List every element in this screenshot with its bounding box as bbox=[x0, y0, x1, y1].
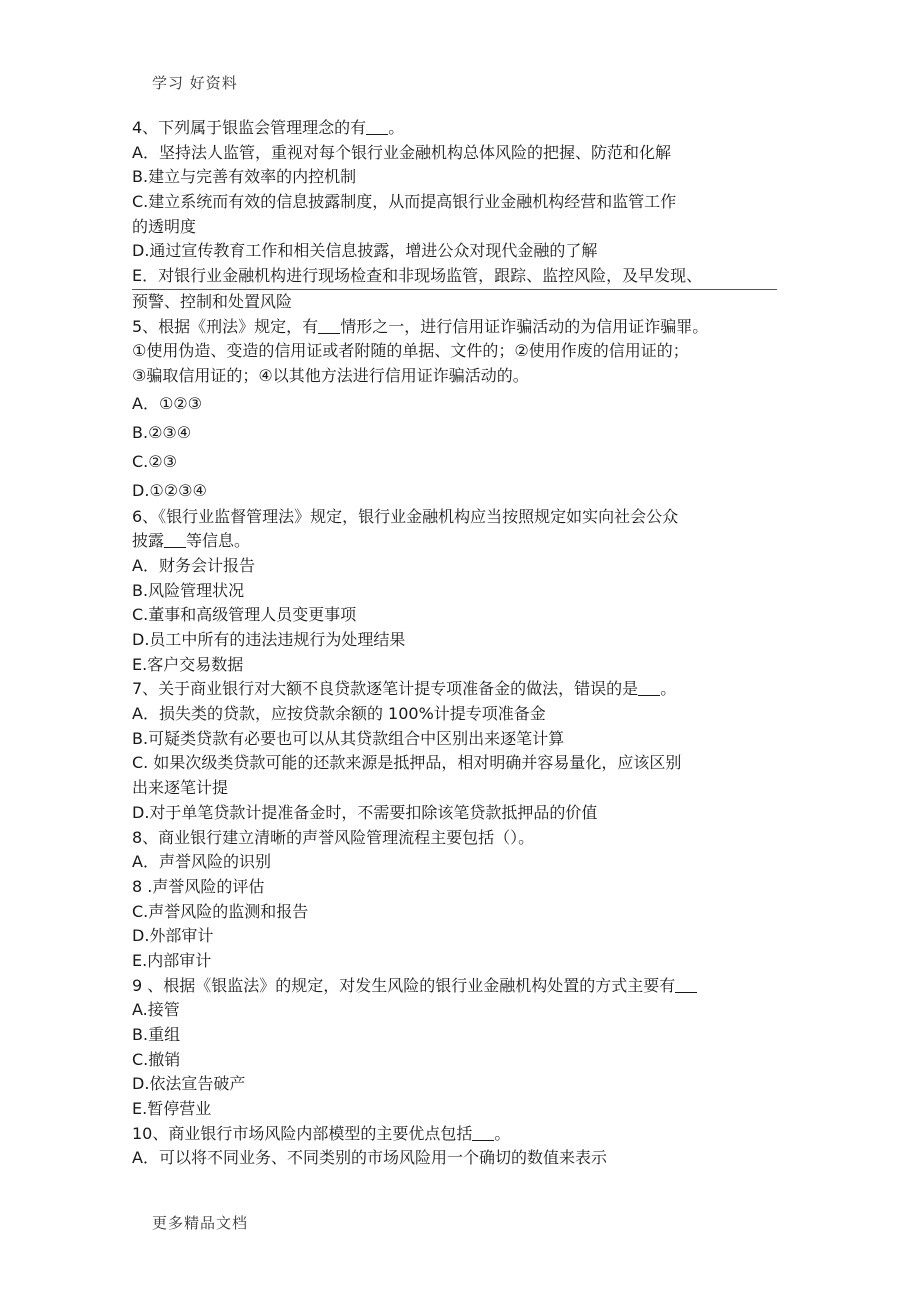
question-9-option-e: E.暂停营业 bbox=[132, 1099, 212, 1119]
question-4-option-a: A．坚持法人监管，重视对每个银行业金融机构总体风险的把握、防范和化解 bbox=[132, 142, 671, 162]
question-6-option-e: E.客户交易数据 bbox=[132, 654, 244, 674]
question-7-stem: 7、关于商业银行对大额不良贷款逐笔计提专项准备金的做法，错误的是 。 bbox=[132, 679, 677, 699]
question-6-option-d: D.员工中所有的违法违规行为处理结果 bbox=[132, 630, 406, 649]
question-6-option-a: A．财务会计报告 bbox=[132, 555, 255, 575]
question-5-option-a: A．①②③ bbox=[132, 393, 202, 413]
question-5-stem: 5、根据《刑法》规定，有 情形之一，进行信用证诈骗活动的为信用证诈骗罪。 bbox=[132, 316, 709, 336]
question-9-option-a: A.接管 bbox=[132, 1000, 180, 1020]
question-9-option-b: B.重组 bbox=[132, 1025, 181, 1044]
question-8-option-a: A．声誉风险的识别 bbox=[132, 852, 271, 872]
question-8-option-e: E.内部审计 bbox=[132, 950, 212, 970]
document-body bbox=[132, 116, 792, 1171]
answer-blank bbox=[638, 679, 660, 696]
question-9-stem: 9 、根据《银监法》的规定，对发生风险的银行业金融机构处置的方式主要有 bbox=[132, 974, 792, 999]
question-5-option-b: B.②③④ bbox=[132, 422, 192, 442]
question-10-stem: 10、商业银行市场风险内部模型的主要优点包括 。 bbox=[132, 1123, 511, 1143]
answer-blank bbox=[366, 118, 388, 135]
answer-blank bbox=[164, 531, 186, 548]
question-4-option-c-cont: 的透明度 bbox=[132, 216, 197, 236]
question-7-option-c: C. 如果次级类贷款可能的还款来源是抵押品，相对明确并容易量化，应该区别 bbox=[132, 753, 682, 773]
answer-blank bbox=[318, 317, 340, 334]
page-footer: 更多精品文档 bbox=[152, 1214, 249, 1232]
question-6-option-c: C.董事和高级管理人员变更事项 bbox=[132, 605, 357, 625]
question-8-stem: 8、商业银行建立清晰的声誉风险管理流程主要包括（）。 bbox=[132, 827, 535, 847]
question-4-option-c: C.建立系统而有效的信息披露制度，从而提高银行业金融机构经营和监管工作 bbox=[132, 192, 677, 212]
question-5-conditions: ①使用伪造、变造的信用证或者附随的单据、文件的；②使用作废的信用证的； bbox=[132, 341, 689, 361]
answer-blank bbox=[472, 1124, 494, 1141]
question-4-option-d: D.通过宣传教育工作和相关信息披露，增进公众对现代金融的了解 bbox=[132, 241, 598, 261]
question-9-option-d: D.依法宣告破产 bbox=[132, 1074, 246, 1094]
question-7-option-d: D.对于单笔贷款计提准备金时，不需要扣除该笔贷款抵押品的价值 bbox=[132, 802, 598, 822]
question-9-option-c: C.撤销 bbox=[132, 1049, 181, 1069]
page-header: 学习 好资料 bbox=[152, 74, 238, 92]
question-6-stem: 6、《银行业监督管理法》规定，银行业金融机构应当按照规定如实向社会公众 bbox=[132, 506, 679, 526]
question-7-option-c-cont: 出来逐笔计提 bbox=[132, 778, 229, 798]
answer-blank bbox=[675, 976, 697, 993]
question-10-option-a: A．可以将不同业务、不同类别的市场风险用一个确切的数值来表示 bbox=[132, 1148, 607, 1168]
question-8-option-d: D.外部审计 bbox=[132, 926, 214, 946]
question-5-conditions-cont: ③骗取信用证的；④以其他方法进行信用证诈骗活动的。 bbox=[132, 365, 529, 385]
question-5-option-d: D.①②③④ bbox=[132, 480, 207, 500]
question-4-stem: 4、下列属于银监会管理理念的有 。 bbox=[132, 118, 405, 137]
question-4-option-e: E．对银行业金融机构进行现场检查和非现场监管，跟踪、监控风险，及早发现、 bbox=[132, 264, 777, 290]
question-7-option-a: A．损失类的贷款，应按贷款余额的 100%计提专项准备金 bbox=[132, 704, 546, 724]
question-5-option-c: C.②③ bbox=[132, 451, 177, 471]
question-8-option-b: 8 .声誉风险的评估 bbox=[132, 876, 265, 896]
question-6-option-b: B.风险管理状况 bbox=[132, 580, 245, 600]
question-6-stem-cont: 披露 等信息。 bbox=[132, 531, 251, 551]
question-4-option-e-cont: 预警、控制和处置风险 bbox=[132, 291, 293, 311]
question-7-option-b: B.可疑类贷款有必要也可以从其贷款组合中区别出来逐笔计算 bbox=[132, 728, 565, 748]
question-4-option-b: B.建立与完善有效率的内控机制 bbox=[132, 167, 357, 187]
question-8-option-c: C.声誉风险的监测和报告 bbox=[132, 901, 309, 921]
